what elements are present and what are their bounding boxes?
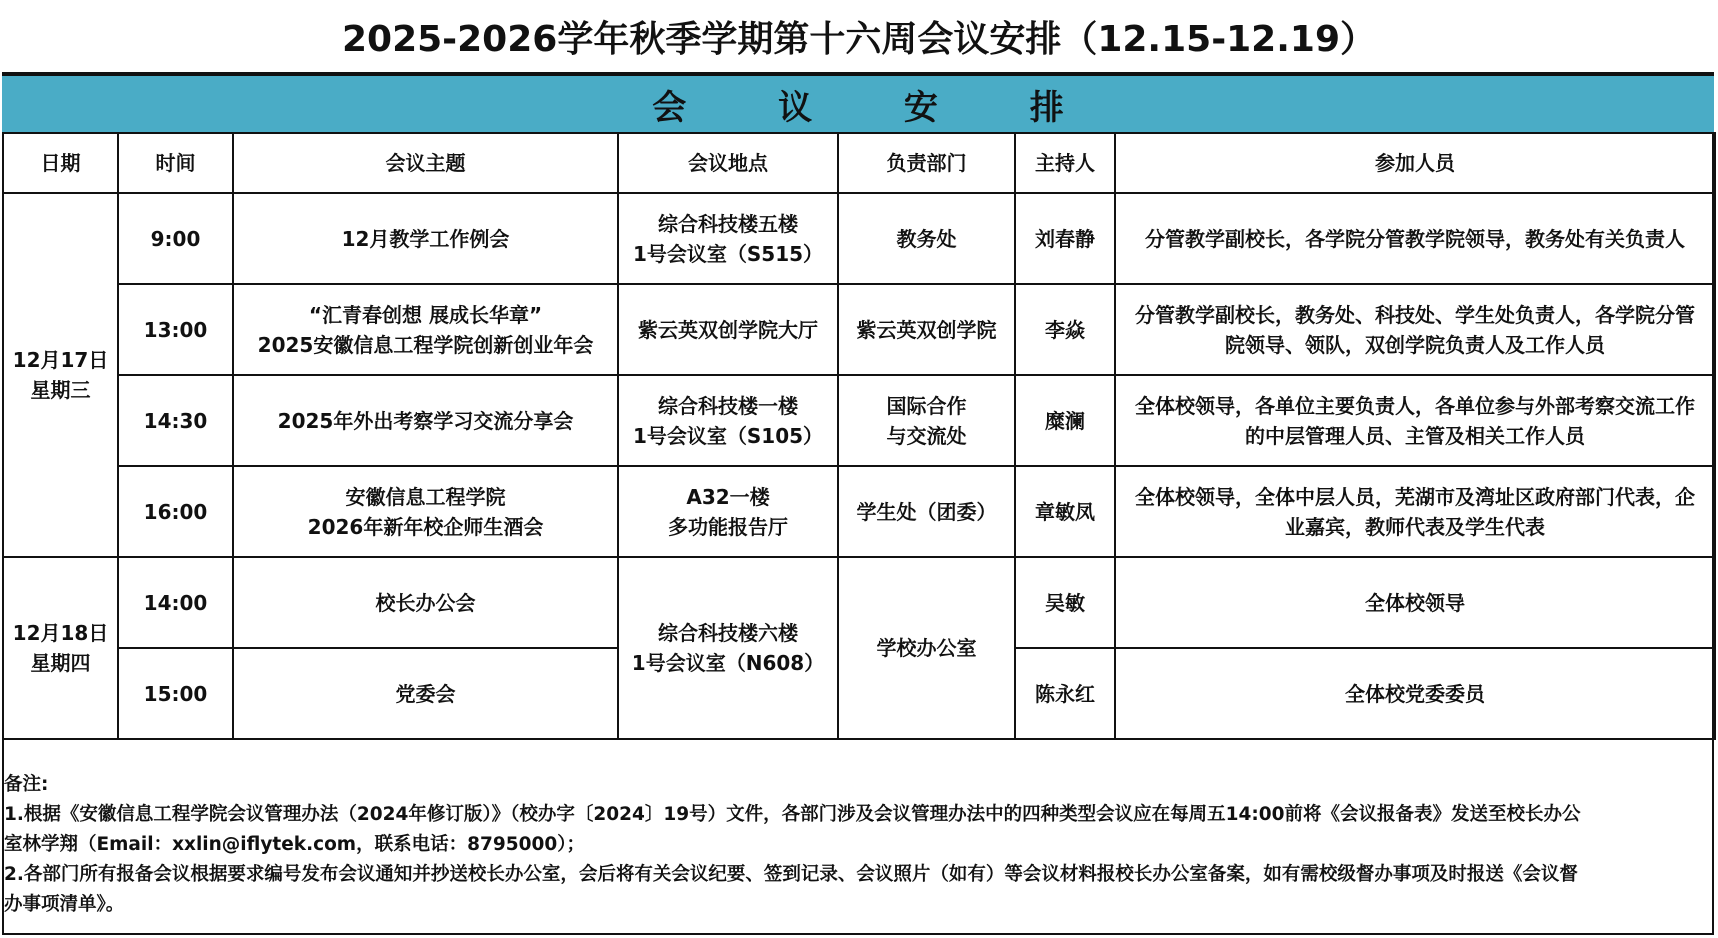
department-line: 紫云英双创学院 xyxy=(856,317,997,342)
table-row xyxy=(3,375,1715,466)
header-department: 负责部门 xyxy=(838,133,1015,193)
place-cell xyxy=(618,375,838,466)
topic-cell xyxy=(233,375,618,466)
attendees-cell xyxy=(1115,375,1715,466)
topic-cell xyxy=(233,284,618,375)
attendees-cell: 全体校领导 xyxy=(1115,557,1715,648)
table-header-row xyxy=(3,133,1715,193)
notes-heading: 备注: xyxy=(4,774,49,795)
department-line: 国际合作 xyxy=(886,393,967,418)
place-line: 综合科技楼六楼 xyxy=(658,621,798,645)
date-text: 12月17日 xyxy=(12,348,109,372)
table-row xyxy=(3,284,1715,375)
notes-section xyxy=(4,770,1710,920)
time-cell: 15:00 xyxy=(118,648,233,739)
note-line: 1.根据《安徽信息工程学院会议管理办法（2024年修订版）》（校办字〔2024〕19号）文件，各部门涉及会议管理办法中的四种类型会议应在每周五14:00前将《会议报备表》发送至校长办公 xyxy=(4,804,1581,825)
time-cell: 14:00 xyxy=(118,557,233,648)
note-item-2 xyxy=(4,860,1710,920)
header-topic: 会议主题 xyxy=(233,133,618,193)
note-line: 室林学翔（Email：xxlin@iflytek.com，联系电话：8795000）； xyxy=(4,834,585,855)
place-line: 1号会议室（S105） xyxy=(632,423,824,448)
note-line: 2.各部门所有报备会议根据要求编号发布会议通知并抄送校长办公室，会后将有关会议纪要、签到记录、会议照片（如有）等会议材料报校长办公室备案，如有需校级督办事项及时报送《会议督 xyxy=(4,864,1578,885)
time-cell: 9:00 xyxy=(118,193,233,284)
department-cell xyxy=(838,284,1015,375)
host-cell: 糜澜 xyxy=(1015,375,1115,466)
host-cell: 李焱 xyxy=(1015,284,1115,375)
time-cell: 14:30 xyxy=(118,375,233,466)
attendees-cell xyxy=(1115,466,1715,557)
note-line: 办事项清单》。 xyxy=(4,894,125,915)
attendees-line: 院领导、领队，双创学院负责人及工作人员 xyxy=(1225,332,1605,357)
attendees-line: 分管教学副校长，各学院分管教学院领导，教务处有关负责人 xyxy=(1145,226,1685,251)
date-cell xyxy=(3,193,118,557)
host-cell: 刘春静 xyxy=(1015,193,1115,284)
place-cell xyxy=(618,284,838,375)
place-line: 紫云英双创学院大厅 xyxy=(638,317,818,342)
time-cell: 16:00 xyxy=(118,466,233,557)
department-cell: 学校办公室 xyxy=(838,557,1015,739)
attendees-line: 业嘉宾，教师代表及学生代表 xyxy=(1285,514,1545,539)
place-line: 综合科技楼五楼 xyxy=(658,211,798,236)
topic-cell: 校长办公会 xyxy=(233,557,618,648)
weekday-text: 星期四 xyxy=(30,651,91,675)
attendees-line: 的中层管理人员、主管及相关工作人员 xyxy=(1245,423,1585,448)
attendees-line: 分管教学副校长，教务处、科技处、学生处负责人，各学院分管 xyxy=(1135,302,1695,327)
section-banner: 会 议 安 排 xyxy=(2,74,1714,134)
department-line: 学生处（团委） xyxy=(856,499,997,524)
time-cell: 13:00 xyxy=(118,284,233,375)
page-title: 2025-2026学年秋季学期第十六周会议安排（12.15-12.19） xyxy=(341,18,1377,60)
place-line: 综合科技楼一楼 xyxy=(658,393,798,418)
topic-line: 安徽信息工程学院 xyxy=(345,484,506,509)
place-line: 1号会议室（N608） xyxy=(631,651,825,675)
header-time: 时间 xyxy=(118,133,233,193)
topic-cell xyxy=(233,193,618,284)
host-cell: 章敏凤 xyxy=(1015,466,1115,557)
department-cell xyxy=(838,466,1015,557)
topic-line: 12月教学工作例会 xyxy=(341,226,510,251)
place-line: 1号会议室（S515） xyxy=(632,241,824,266)
attendees-cell xyxy=(1115,284,1715,375)
place-line: 多功能报告厅 xyxy=(668,514,788,539)
place-cell xyxy=(618,193,838,284)
topic-line: 2026年新年校企师生酒会 xyxy=(307,514,544,539)
table-row xyxy=(3,193,1715,284)
table-row xyxy=(3,557,1715,648)
header-place: 会议地点 xyxy=(618,133,838,193)
topic-line: 2025安徽信息工程学院创新创业年会 xyxy=(257,332,594,357)
header-host: 主持人 xyxy=(1015,133,1115,193)
header-date: 日期 xyxy=(3,133,118,193)
place-cell xyxy=(618,466,838,557)
attendees-line: 全体校领导，全体中层人员，芜湖市及湾址区政府部门代表，企 xyxy=(1135,484,1695,509)
topic-line: “汇青春创想 展成长华章” xyxy=(308,302,543,327)
place-cell xyxy=(618,557,838,739)
department-cell xyxy=(838,375,1015,466)
place-line: A32一楼 xyxy=(686,484,770,509)
topic-cell xyxy=(233,466,618,557)
date-text: 12月18日 xyxy=(12,621,109,645)
header-attendees: 参加人员 xyxy=(1115,133,1715,193)
department-cell xyxy=(838,193,1015,284)
table-row xyxy=(3,466,1715,557)
department-line: 与交流处 xyxy=(886,423,967,448)
date-cell xyxy=(3,557,118,739)
topic-line: 2025年外出考察学习交流分享会 xyxy=(277,408,574,433)
attendees-cell xyxy=(1115,193,1715,284)
host-cell: 陈永红 xyxy=(1015,648,1115,739)
meeting-schedule-table xyxy=(2,132,1716,740)
department-line: 教务处 xyxy=(896,226,957,251)
attendees-cell: 全体校党委委员 xyxy=(1115,648,1715,739)
attendees-line: 全体校领导，各单位主要负责人，各单位参与外部考察交流工作 xyxy=(1135,393,1695,418)
host-cell: 吴敏 xyxy=(1015,557,1115,648)
topic-cell: 党委会 xyxy=(233,648,618,739)
note-item-1 xyxy=(4,800,1710,860)
weekday-text: 星期三 xyxy=(30,378,91,402)
